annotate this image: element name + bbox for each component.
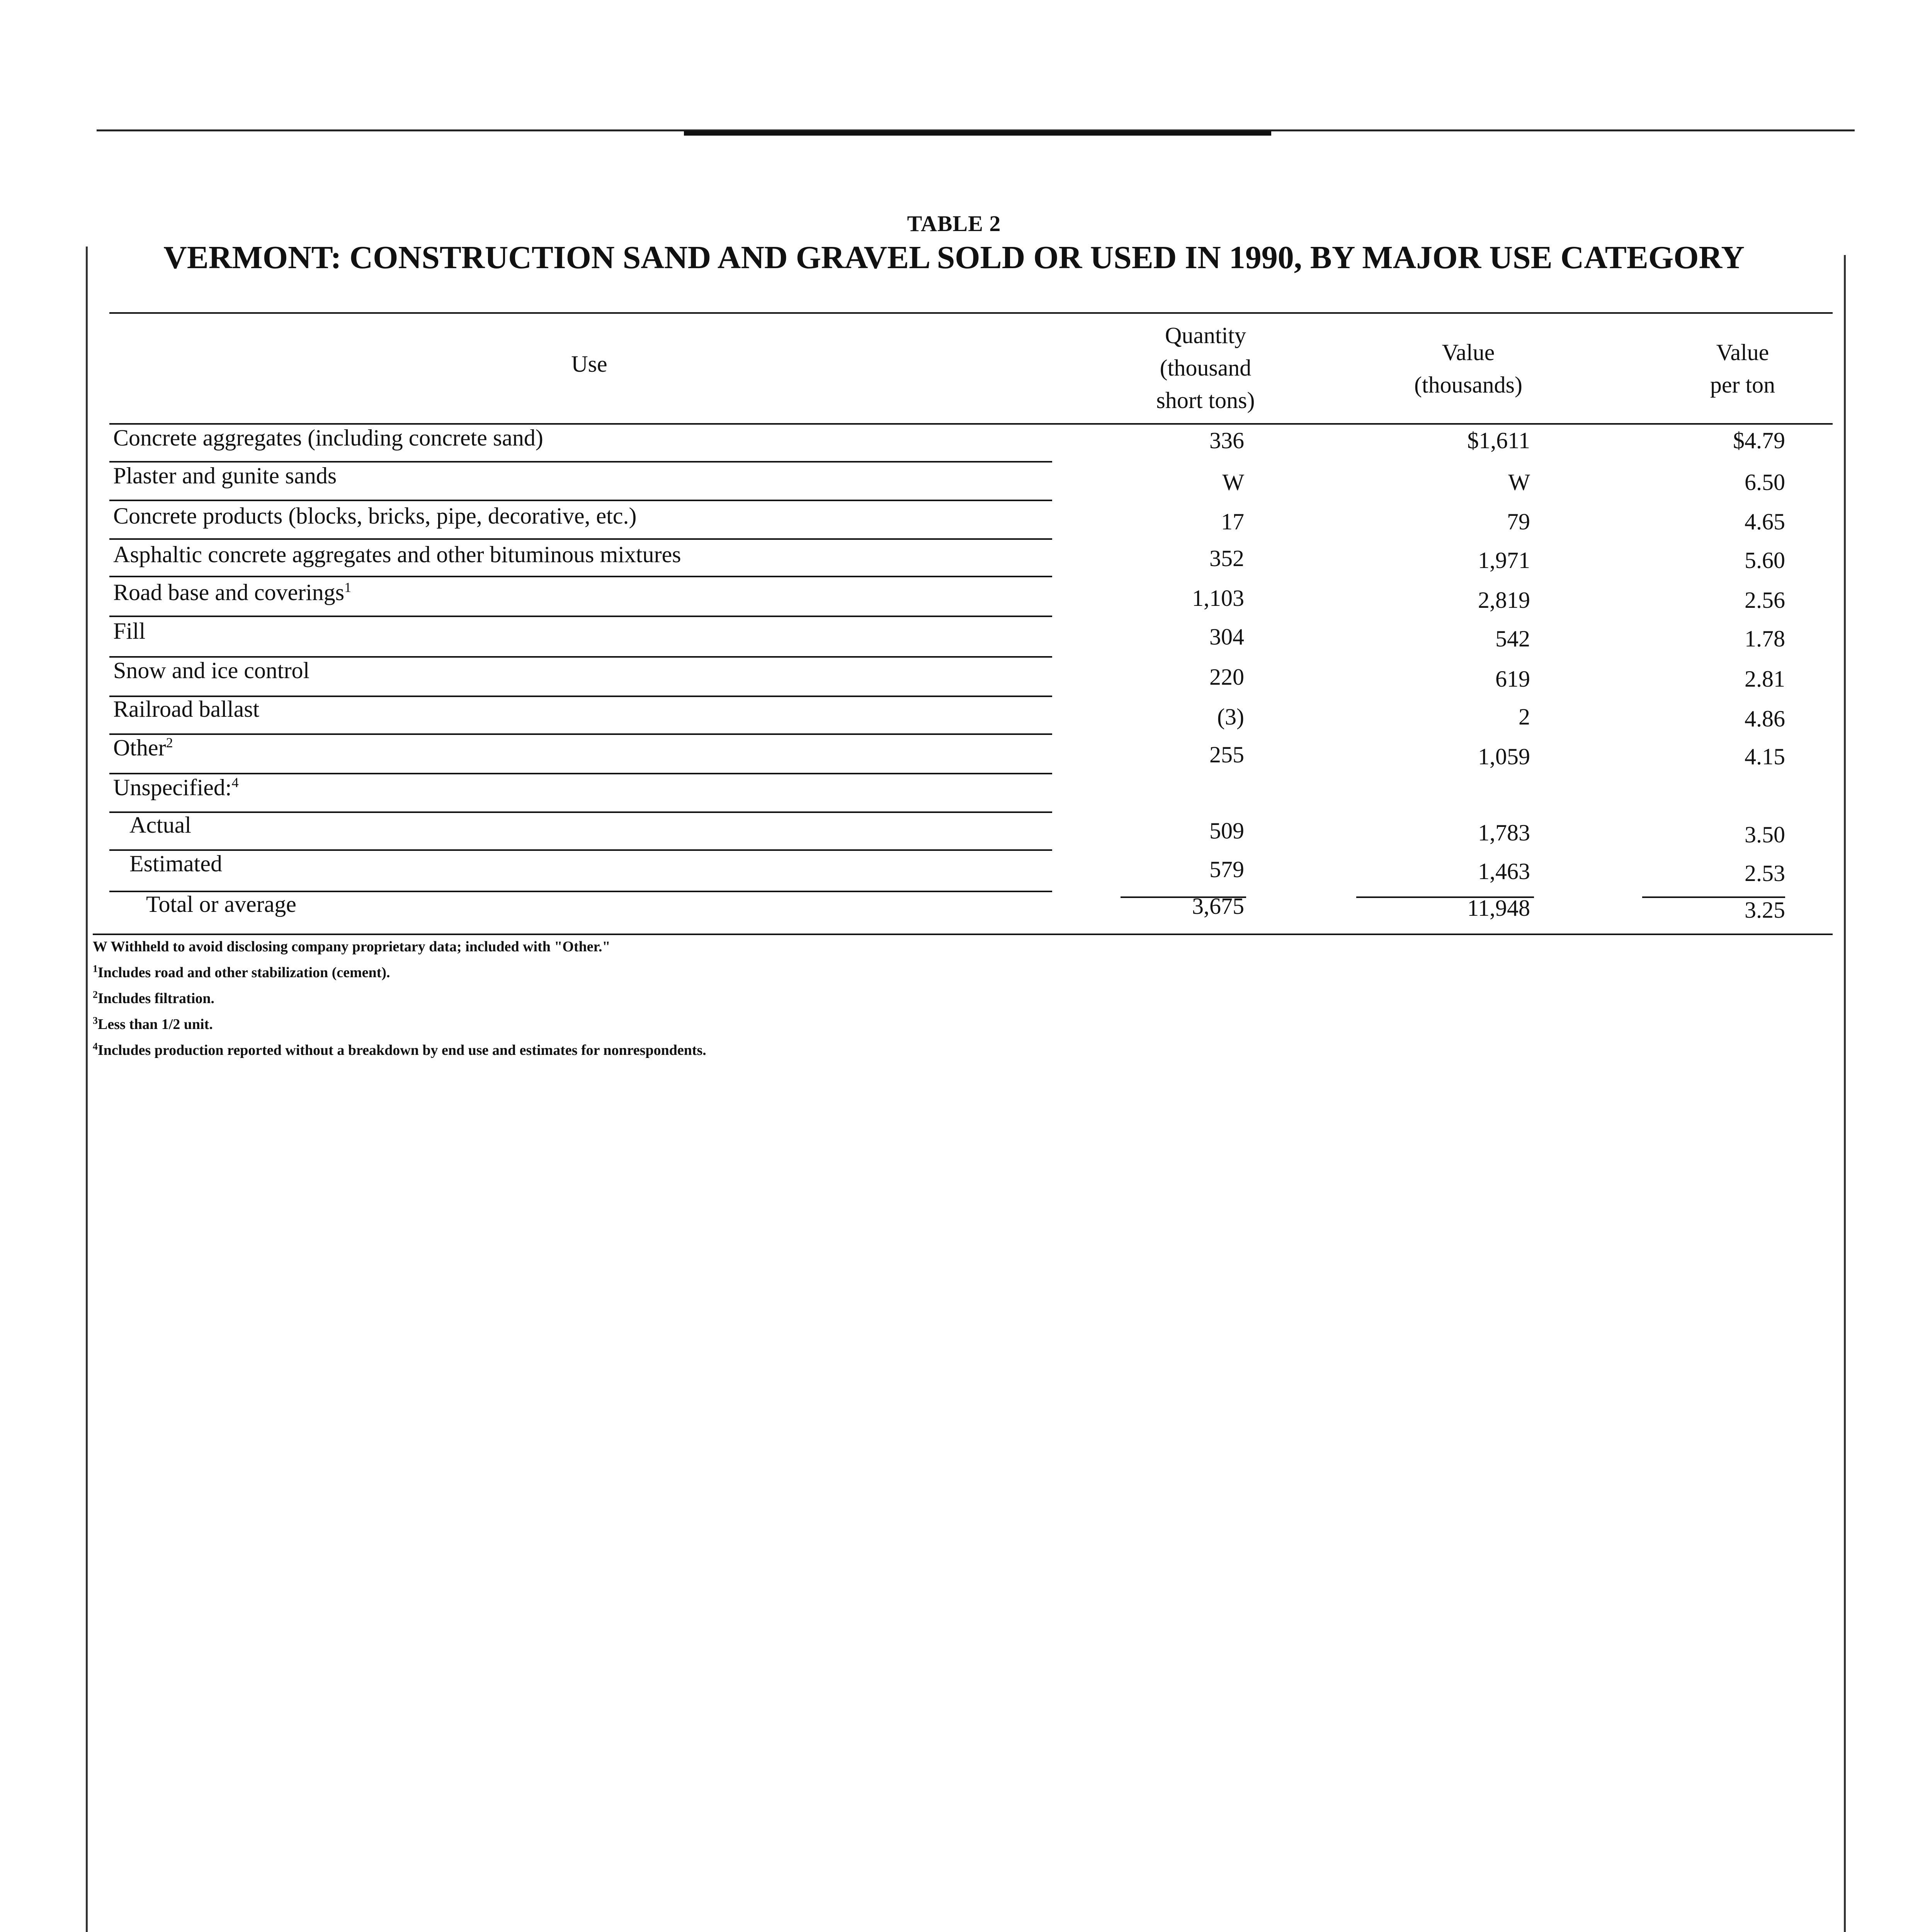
footnote xyxy=(93,937,610,956)
row-value: 79 xyxy=(1507,509,1530,534)
header-per-ton-line2: per ton xyxy=(1710,372,1775,398)
footnote-mark: 3 xyxy=(93,1015,98,1026)
row-per-ton: 5.60 xyxy=(1745,548,1785,573)
row-quantity: 509 xyxy=(1209,818,1244,844)
row-quantity: 255 xyxy=(1209,742,1244,767)
row-use: Estimated xyxy=(129,851,222,876)
row-quantity: 17 xyxy=(1221,509,1244,534)
header-value-line1: Value xyxy=(1442,340,1495,365)
row-per-ton: 4.86 xyxy=(1745,706,1785,731)
row-value: W xyxy=(1508,469,1530,495)
footnote-text: Includes filtration. xyxy=(98,990,214,1007)
row-rule xyxy=(109,811,1052,813)
total-quantity: 3,675 xyxy=(1192,893,1244,919)
row-per-ton: 3.50 xyxy=(1745,822,1785,847)
row-value: 1,971 xyxy=(1478,548,1530,573)
row-use: Concrete aggregates (including concrete sand) xyxy=(113,425,543,451)
footnote xyxy=(93,989,214,1008)
header-quantity xyxy=(1105,319,1306,417)
right-margin-rule xyxy=(1844,255,1846,1932)
row-value: 1,463 xyxy=(1478,859,1530,884)
row-rule xyxy=(109,500,1052,501)
row-use-text: Road base and coverings xyxy=(113,580,345,605)
row-use: Snow and ice control xyxy=(113,658,310,683)
row-per-ton: 6.50 xyxy=(1745,469,1785,495)
row-rule xyxy=(109,538,1052,540)
row-value: 1,783 xyxy=(1478,820,1530,845)
footnote-mark: 4 xyxy=(93,1041,98,1052)
footnote xyxy=(93,1041,706,1060)
row-quantity: 579 xyxy=(1209,857,1244,882)
row-rule xyxy=(109,773,1052,774)
row-use: Fill xyxy=(113,618,146,644)
header-quantity-line1: Quantity xyxy=(1165,323,1246,348)
row-per-ton: 4.65 xyxy=(1745,509,1785,534)
row-rule xyxy=(109,576,1052,577)
row-use: Actual xyxy=(129,812,191,838)
row-rule xyxy=(109,616,1052,617)
footnote-mark: 2 xyxy=(166,735,173,750)
header-per-ton-line1: Value xyxy=(1716,340,1769,365)
row-use: Plaster and gunite sands xyxy=(113,463,337,488)
row-rule xyxy=(109,733,1052,735)
footnote xyxy=(93,963,390,982)
row-use-text: Other xyxy=(113,735,166,760)
row-quantity: (3) xyxy=(1217,704,1244,730)
table-label: TABLE 2 xyxy=(907,211,1001,236)
row-quantity: 1,103 xyxy=(1192,585,1244,611)
row-quantity: 352 xyxy=(1209,546,1244,571)
row-use xyxy=(113,734,173,761)
table-bottom-rule xyxy=(93,934,1833,935)
header-quantity-line3: short tons) xyxy=(1156,388,1255,413)
row-use xyxy=(113,579,351,606)
total-value: 11,948 xyxy=(1467,895,1530,921)
row-per-ton: 4.15 xyxy=(1745,744,1785,769)
row-use: Railroad ballast xyxy=(113,696,260,722)
row-value: 1,059 xyxy=(1478,744,1530,769)
footnote-mark: 4 xyxy=(231,775,239,790)
row-use: Concrete products (blocks, bricks, pipe, decorative, etc.) xyxy=(113,503,637,529)
row-quantity: 220 xyxy=(1209,664,1244,690)
row-use-text: Unspecified: xyxy=(113,775,232,800)
footnote-mark: 1 xyxy=(93,963,98,975)
row-value: 619 xyxy=(1495,666,1530,692)
row-per-ton: 2.53 xyxy=(1745,861,1785,886)
row-value: $1,611 xyxy=(1467,428,1530,453)
total-per-ton: 3.25 xyxy=(1745,897,1785,923)
table-title: VERMONT: CONSTRUCTION SAND AND GRAVEL SOLD OR USED IN 1990, BY MAJOR USE CATEGORY xyxy=(163,240,1745,276)
footnote-text: W Withheld to avoid disclosing company proprietary data; included with "Other." xyxy=(93,939,610,955)
footnote-mark: 2 xyxy=(93,989,98,1000)
top-rule-accent xyxy=(684,131,1271,136)
footnote xyxy=(93,1015,213,1034)
row-quantity: 336 xyxy=(1209,428,1244,453)
row-use xyxy=(113,774,239,801)
footnote-mark: 1 xyxy=(344,580,352,595)
footnote-text: Includes production reported without a breakdown by end use and estimates for nonrespondents. xyxy=(98,1042,706,1058)
header-value-per-ton xyxy=(1642,336,1843,401)
row-value: 2,819 xyxy=(1478,587,1530,613)
header-value xyxy=(1368,336,1569,401)
row-quantity: 304 xyxy=(1209,624,1244,650)
row-per-ton: 2.81 xyxy=(1745,666,1785,692)
header-quantity-line2: (thousand xyxy=(1160,355,1252,381)
row-per-ton: 2.56 xyxy=(1745,587,1785,613)
row-per-ton: $4.79 xyxy=(1733,428,1785,453)
row-use: Asphaltic concrete aggregates and other bituminous mixtures xyxy=(113,542,681,567)
header-use: Use xyxy=(571,351,607,377)
footnote-text: Less than 1/2 unit. xyxy=(98,1016,213,1032)
header-value-line2: (thousands) xyxy=(1414,372,1522,398)
total-row-label: Total or average xyxy=(146,891,296,917)
footnote-text: Includes road and other stabilization (cement). xyxy=(98,964,390,981)
row-per-ton: 1.78 xyxy=(1745,626,1785,651)
table-top-rule xyxy=(109,312,1833,314)
row-quantity: W xyxy=(1222,469,1244,495)
row-rule xyxy=(109,849,1052,851)
row-value: 2 xyxy=(1519,704,1530,730)
row-value: 542 xyxy=(1495,626,1530,651)
left-margin-rule xyxy=(86,247,88,1932)
